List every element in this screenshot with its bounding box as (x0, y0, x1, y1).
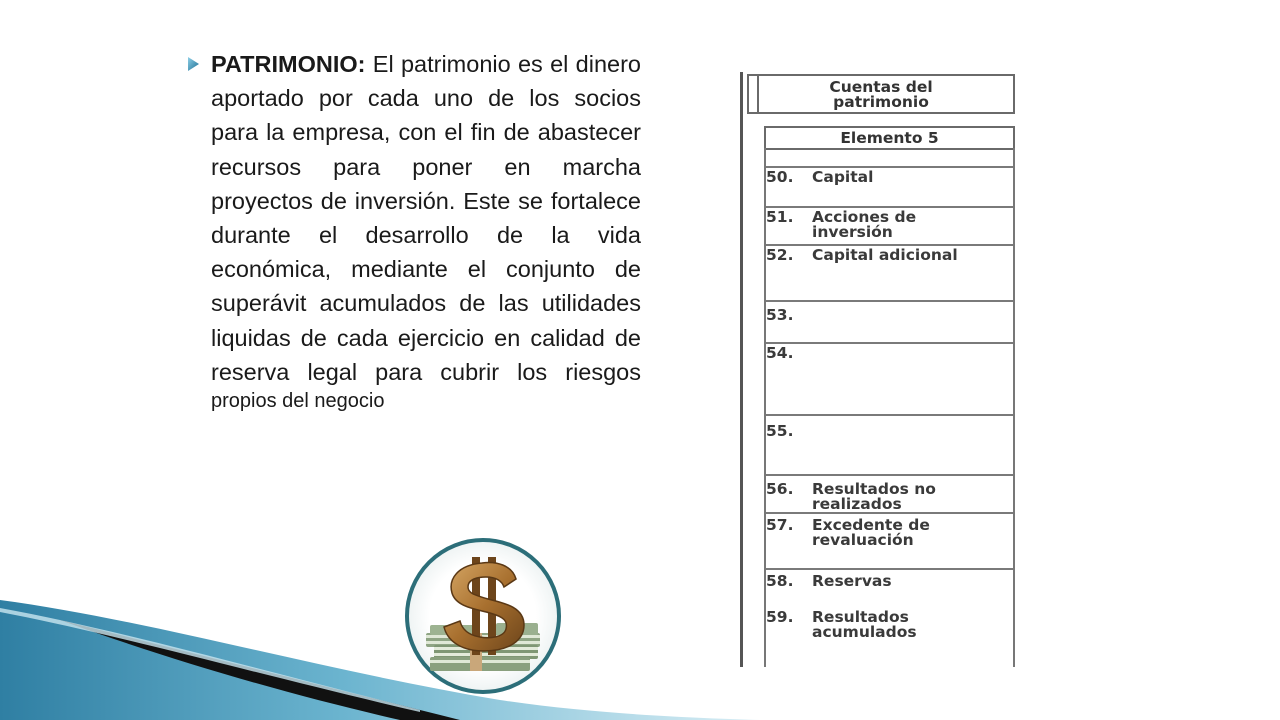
account-code: 52. (766, 246, 794, 264)
dollar-money-icon (404, 537, 562, 695)
table-title-line2: patrimonio (833, 93, 929, 111)
account-code: 59. (766, 608, 794, 626)
account-code: 56. (766, 480, 794, 498)
term-patrimonio: PATRIMONIO: (211, 51, 366, 77)
table-title-line1: Cuentas del (829, 78, 933, 96)
table-row (766, 602, 1013, 667)
account-code: 57. (766, 516, 794, 534)
table-row (766, 166, 1013, 206)
account-code: 50. (766, 168, 794, 186)
table-row (766, 206, 1013, 244)
account-code: 53. (766, 306, 794, 324)
table-rows (764, 148, 1015, 667)
definition-text: El patrimonio es el dinero aportado por cada uno de los socios para la empresa, con el fin de abastecer recursos para poner en marcha proyectos de inversión. Este se fortalece durante el desarrollo de la vida económica, mediante el conjunto de superávit acumulados de las utilidades liquidas de cada ejercicio en calidad de reserva legal para cubrir los riesgos (211, 51, 641, 385)
table-row (766, 474, 1013, 512)
patrimonio-paragraph (186, 47, 641, 389)
definition-tail: propios del negocio (211, 390, 385, 413)
triangle-bullet-icon (186, 56, 200, 72)
account-label: Capital (812, 168, 874, 186)
content-text-block (186, 47, 641, 415)
account-label: Reservas (812, 572, 892, 590)
table-row (766, 512, 1013, 568)
account-code: 55. (766, 422, 794, 440)
patrimonio-accounts-table (740, 72, 1015, 667)
table-title-box (747, 74, 1015, 114)
account-code: 51. (766, 208, 794, 226)
account-label: Acciones de inversión (812, 208, 917, 241)
account-label: Resultados no realizados (812, 480, 936, 513)
decorative-wave (0, 600, 760, 720)
account-label: Resultados acumulados (812, 608, 917, 641)
table-row (766, 300, 1013, 342)
account-code: 54. (766, 344, 794, 362)
account-code: 58. (766, 572, 794, 590)
table-row (766, 568, 1013, 602)
account-label: Excedente de revaluación (812, 516, 930, 549)
table-element-header: Elemento 5 (764, 126, 1015, 150)
table-row (766, 414, 1013, 474)
table-left-rule (740, 72, 743, 667)
table-row (766, 342, 1013, 414)
account-label: Capital adicional (812, 246, 958, 264)
table-row (766, 244, 1013, 300)
